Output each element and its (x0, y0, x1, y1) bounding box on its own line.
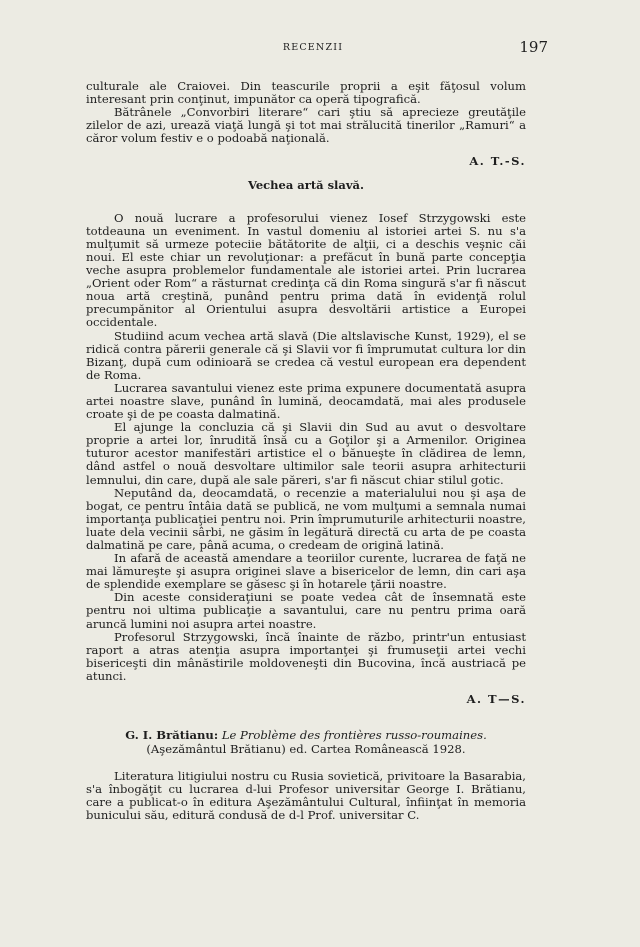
review1-paragraph: culturale ale Craiovei. Din teascurile proprii a eşit făţosul volum interesant prin conţinut, impunător ca operă tipografică. (86, 79, 526, 107)
review3-publisher: (Aşezământul Brătianu) ed. Cartea Românească 1928. (146, 742, 466, 757)
review2-paragraph: El ajunge la concluzia că şi Slavii din Sud au avut o desvoltare proprie a artei lor, înrudită însă cu a Goţilor şi a Armenilor. Originea tuturor acestor manifestări artistice el o bănueşte în clădirea de lemn, dând astfel o nouă desvoltare ultimilor sale teorii asupra arhitecturii lemnului, din care, după ale sale păreri, s'ar fi născut chiar stilul gotic. (86, 420, 526, 487)
page-header (86, 38, 548, 58)
running-header: RECENZII (282, 42, 344, 53)
review3-author: G. I. Brătianu: (125, 728, 219, 743)
page-number: 197 (519, 38, 548, 56)
review3-paragraph: Literatura litigiului nostru cu Rusia sovietică, privitoare la Basarabia, s'a înbogăţit cu lucrarea d-lui Profesor universitar George I. Brătianu, care a publicat-o în editura Aşezământului Cultural, înfiinţat în memoria bunicului său, editură condusă de d-l Prof. universitar C. (86, 769, 526, 823)
review2-paragraph: Din aceste consideraţiuni se poate vedea cât de însemnată este pentru noi ultima publicaţie a savantului, care nu pentru prima oară aruncă lumini noi asupra artei noastre. (86, 590, 526, 631)
review2-paragraph: O nouă lucrare a profesorului vienez Iosef Strzygowski este totdeauna un eveniment. In vastul domeniu al istoriei artei S. nu s'a mulţumit să urmeze poteciie bătătorite de alţii, ci a deschis veşnic căi noui. El este chiar un revoluţionar: a prefăcut în bună parte concepţia veche asupra problemelor fundamentale ale istoriei artei. Prin lucrarea „Orient oder Rom“ a răsturnat credinţa că din Roma singură s'ar fi născut noua artă creştină, punând pentru prima dată în evidenţă rolul precumpănitor al Orientului asupra desvoltării artistice a Europei occidentale. (86, 210, 526, 330)
review2-paragraph: In afară de această amendare a teoriilor curente, lucrarea de faţă ne mai lămureşte şi asupra originei slave a bisericelor de lemn, din cari aşa de splendide exemplare se găsesc şi în hotarele ţării noastre. (86, 551, 526, 592)
review3-book-heading (86, 728, 526, 756)
review1-signature: A. T.-S. (469, 154, 526, 169)
page-body (86, 80, 526, 823)
review2-paragraph: Profesorul Strzygowski, încă înainte de războ, printr'un entusiast raport a atras atenţia asupra importanţei şi frumuseţii artei vechi bisericeşti din mânăstirile moldoveneşti din Bucovina, încă austriacă pe atunci. (86, 629, 526, 683)
review2-signature: A. T—S. (466, 692, 526, 707)
review1-paragraph: Bătrânele „Convorbiri literare“ cari ştiu să aprecieze greutăţile zilelor de azi, urează viaţă lungă şi tot mai strălucită tinerilor „Ramuri“ a căror volum festiv e o podoabă naţională. (86, 105, 526, 146)
review2-title: Vechea artă slavă. (247, 177, 365, 192)
review3-book-title: Le Problème des frontières russo-roumaines. (221, 728, 487, 743)
review2-paragraph: Lucrarea savantului vienez este prima expunere documentată asupra artei noastre slave, punând în lumină, deocamdată, mai ales produsele croate şi de pe coasta dalmatină. (86, 380, 526, 422)
review2-paragraph: Studiind acum vechea artă slavă (Die altslavische Kunst, 1929), el se ridică contra părerii generale că şi Slavii vor fi împrumutat cultura lor din Bizanţ, după cum odinioară se credea că vestul european era dependent de Roma. (86, 328, 526, 382)
review2-paragraph: Neputând da, deocamdată, o recenzie a materialului nou şi aşa de bogat, ce pentru întâia dată se publică, ne vom mulţumi a semnala numai importanţa publicaţiei pentru noi. Prin împrumuturile arhitecturii noastre, luate dela vecinii sârbi, ne găsim în legătură directă cu arta de pe coasta dalmatină pe care, până acuma, o credeam de origină latină. (86, 485, 526, 552)
